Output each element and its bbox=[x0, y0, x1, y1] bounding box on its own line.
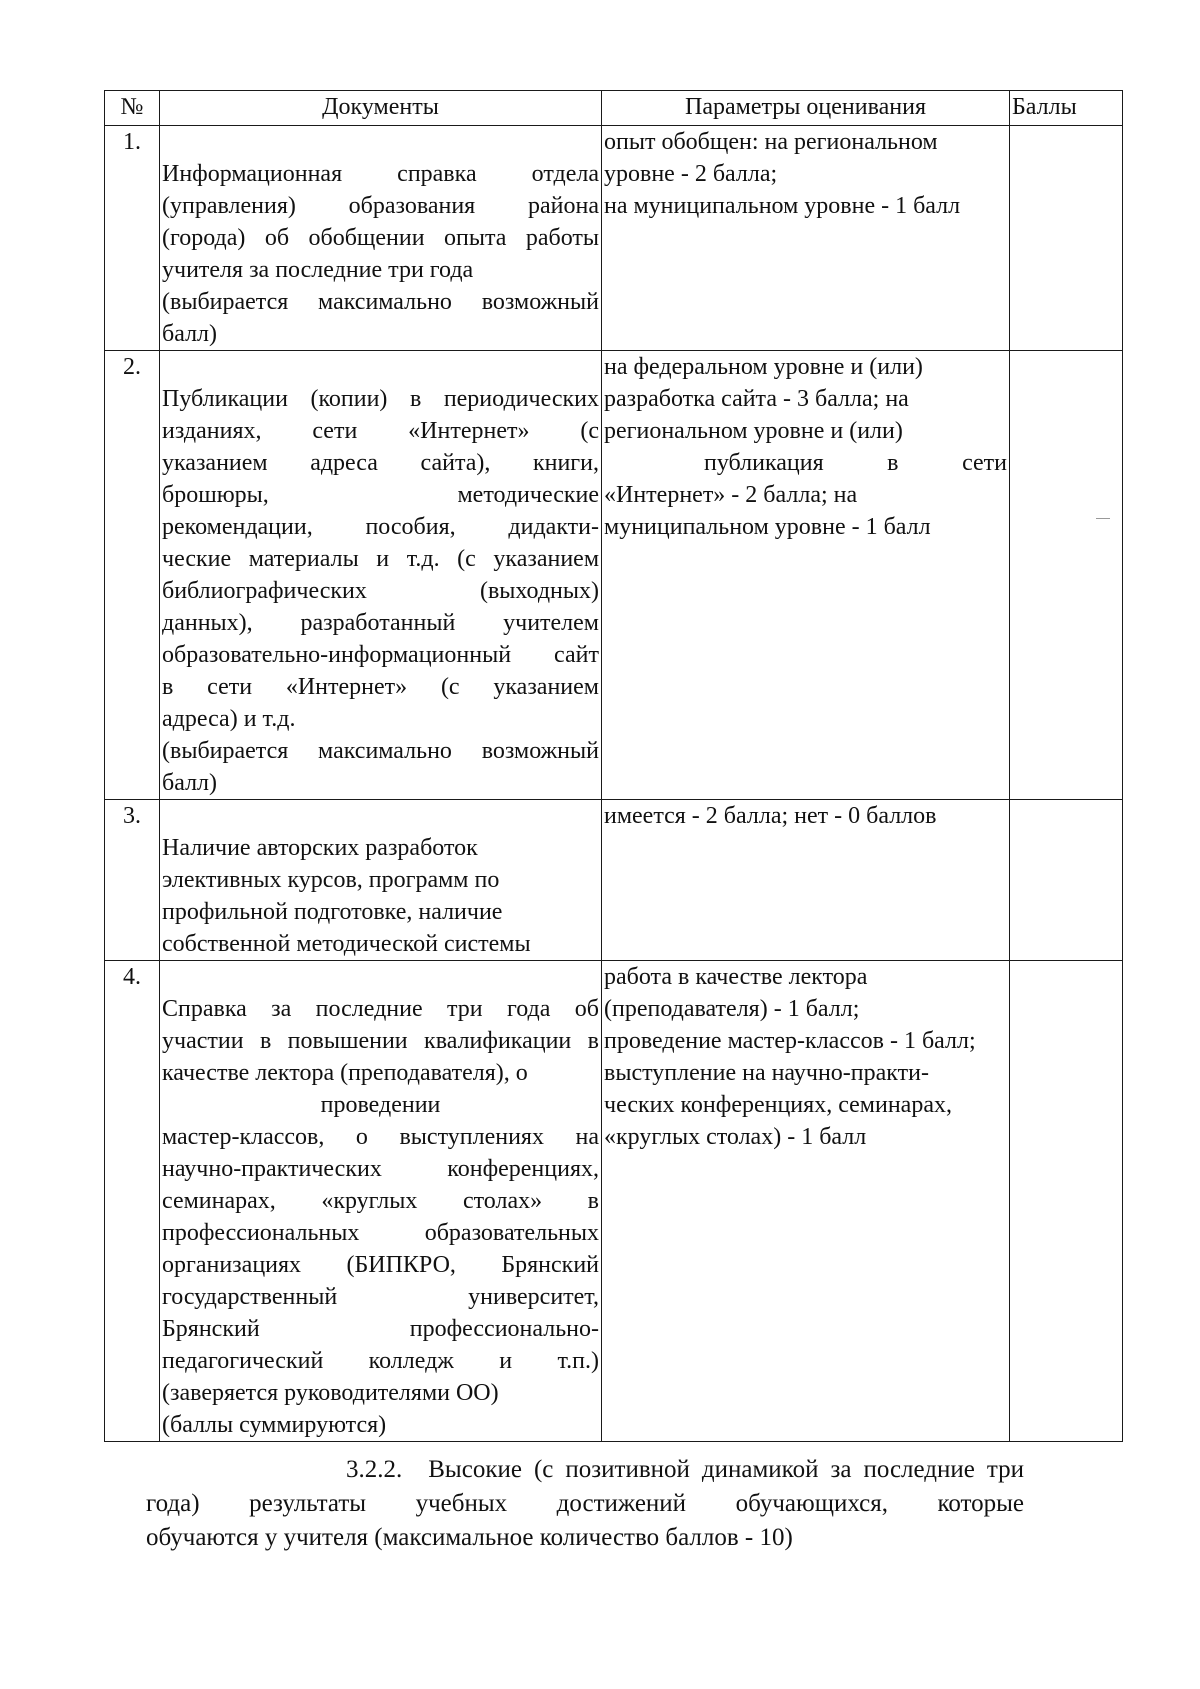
doc-line: изданиях, сети «Интернет» (с bbox=[162, 418, 599, 444]
param-line: разработка сайта - 3 балла; на bbox=[604, 386, 909, 412]
doc-line: библиографических (выходных) bbox=[162, 578, 599, 604]
doc-line: Справка за последние три года об bbox=[162, 996, 599, 1022]
doc-line: государственный университет, bbox=[162, 1284, 599, 1310]
param-line: «Интернет» - 2 балла; на bbox=[604, 482, 858, 508]
doc-line: Информационная справка отдела bbox=[162, 161, 599, 187]
points-cell[interactable] bbox=[1010, 126, 1123, 351]
doc-line: балл) bbox=[162, 770, 218, 796]
section-line-2: года) результаты учебных достижений обучающихся, которые bbox=[146, 1490, 1024, 1517]
doc-line: балл) bbox=[162, 321, 218, 347]
section-number: 3.2.2. bbox=[346, 1456, 403, 1483]
section-paragraph bbox=[146, 1453, 1024, 1555]
param-line: опыт обобщен: на региональном bbox=[604, 129, 938, 155]
doc-line: организациях (БИПКРО, Брянский bbox=[162, 1252, 599, 1278]
points-cell[interactable] bbox=[1010, 800, 1123, 961]
header-points: Баллы bbox=[1010, 91, 1123, 126]
doc-line: Наличие авторских разработок bbox=[162, 835, 478, 861]
param-line: публикация в сети bbox=[704, 450, 1007, 476]
doc-line: элективных курсов, программ по bbox=[162, 867, 500, 893]
doc-line: рекомендации, пособия, дидакти- bbox=[162, 514, 599, 540]
table-row bbox=[105, 126, 1123, 351]
table-row bbox=[105, 351, 1123, 800]
param-line: работа в качестве лектора bbox=[604, 964, 868, 990]
doc-line: научно-практических конференциях, bbox=[162, 1156, 599, 1182]
doc-line: собственной методической системы bbox=[162, 931, 531, 957]
doc-line: Брянский профессионально- bbox=[162, 1316, 599, 1342]
doc-line: качестве лектора (преподавателя), о bbox=[162, 1060, 528, 1086]
table-row bbox=[105, 961, 1123, 1442]
doc-line: ческие материалы и т.д. (с указанием bbox=[162, 546, 599, 572]
section-line-1: Высокие (с позитивной динамикой за последние три bbox=[428, 1456, 1024, 1483]
doc-line: педагогический колледж и т.п.) bbox=[162, 1348, 599, 1374]
param-line: на федеральном уровне и (или) bbox=[604, 354, 923, 380]
parameters-cell bbox=[602, 961, 1010, 1442]
doc-line: (города) об обобщении опыта работы bbox=[162, 225, 599, 251]
doc-line: профильной подготовке, наличие bbox=[162, 899, 503, 925]
param-line: муниципальном уровне - 1 балл bbox=[604, 514, 931, 540]
doc-line: (баллы суммируются) bbox=[162, 1412, 387, 1438]
scan-mark bbox=[1096, 518, 1110, 519]
document-cell bbox=[160, 351, 602, 800]
param-line: уровне - 2 балла; bbox=[604, 161, 778, 187]
table-header-row bbox=[105, 91, 1123, 126]
doc-line: проведении bbox=[320, 1092, 441, 1118]
parameters-cell bbox=[602, 800, 1010, 961]
section-line-3: обучаются у учителя (максимальное количество баллов - 10) bbox=[146, 1524, 793, 1551]
section-heading-line bbox=[146, 1453, 1024, 1487]
param-line: ческих конференциях, семинарах, bbox=[604, 1092, 952, 1118]
doc-line: (выбирается максимально возможный bbox=[162, 738, 599, 764]
row-number: 1. bbox=[105, 126, 160, 351]
param-line: (преподавателя) - 1 балл; bbox=[604, 996, 860, 1022]
doc-line: в сети «Интернет» (с указанием bbox=[162, 674, 599, 700]
param-line: региональном уровне и (или) bbox=[604, 418, 903, 444]
param-line: выступление на научно-практи- bbox=[604, 1060, 929, 1086]
document-cell bbox=[160, 800, 602, 961]
row-number: 4. bbox=[105, 961, 160, 1442]
document-cell bbox=[160, 126, 602, 351]
param-line: «круглых столах) - 1 балл bbox=[604, 1124, 867, 1150]
table-row bbox=[105, 800, 1123, 961]
parameters-cell bbox=[602, 351, 1010, 800]
points-cell[interactable] bbox=[1010, 961, 1123, 1442]
doc-line: учителя за последние три года bbox=[162, 257, 474, 283]
header-num: № bbox=[105, 91, 160, 126]
header-documents: Документы bbox=[160, 91, 602, 126]
row-number: 3. bbox=[105, 800, 160, 961]
doc-line: (управления) образования района bbox=[162, 193, 599, 219]
doc-line: брошюры, методические bbox=[162, 482, 599, 508]
doc-line: (выбирается максимально возможный bbox=[162, 289, 599, 315]
doc-line: адреса) и т.д. bbox=[162, 706, 296, 732]
param-line: на муниципальном уровне - 1 балл bbox=[604, 193, 961, 219]
doc-line: участии в повышении квалификации в bbox=[162, 1028, 599, 1054]
criteria-table bbox=[104, 90, 1123, 1442]
row-number: 2. bbox=[105, 351, 160, 800]
parameters-cell bbox=[602, 126, 1010, 351]
doc-line: (заверяется руководителями ОО) bbox=[162, 1380, 499, 1406]
doc-line: образовательно-информационный сайт bbox=[162, 642, 599, 668]
doc-line: данных), разработанный учителем bbox=[162, 610, 599, 636]
doc-line: мастер-классов, о выступлениях на bbox=[162, 1124, 599, 1150]
param-line: проведение мастер-классов - 1 балл; bbox=[604, 1028, 976, 1054]
document-cell bbox=[160, 961, 602, 1442]
doc-line: семинарах, «круглых столах» в bbox=[162, 1188, 599, 1214]
doc-line: профессиональных образовательных bbox=[162, 1220, 599, 1246]
header-parameters: Параметры оценивания bbox=[602, 91, 1010, 126]
doc-line: Публикации (копии) в периодических bbox=[162, 386, 599, 412]
points-cell[interactable] bbox=[1010, 351, 1123, 800]
doc-line: указанием адреса сайта), книги, bbox=[162, 450, 599, 476]
param-line: имеется - 2 балла; нет - 0 баллов bbox=[604, 803, 937, 829]
